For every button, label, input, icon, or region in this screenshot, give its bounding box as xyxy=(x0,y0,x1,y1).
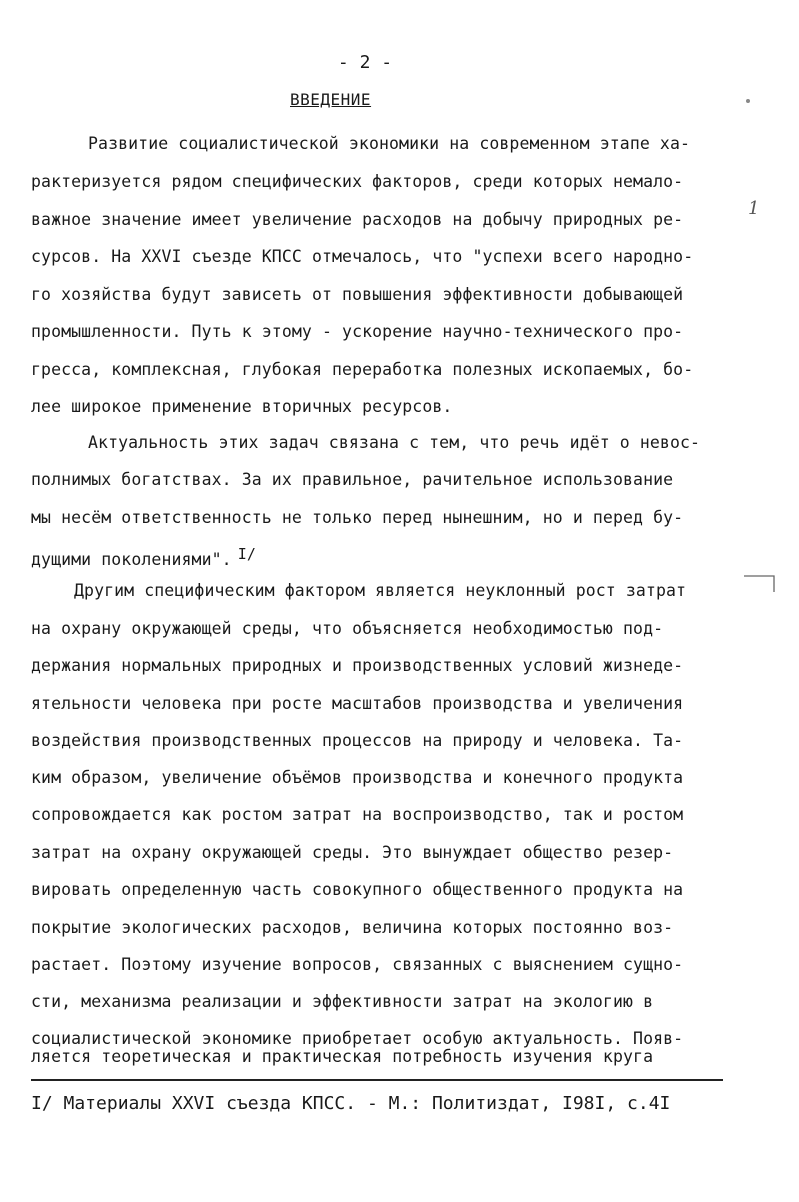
text-line: го хозяйства будут зависеть от повышения эффективности добывающей xyxy=(31,285,684,304)
text-line-content: дущими поколениями". xyxy=(31,550,232,569)
footnote-reference: I/ xyxy=(237,545,256,563)
text-line: сурсов. На XXVI съезде КПСС отмечалось, что "успехи всего народно- xyxy=(31,247,694,266)
section-heading: ВВЕДЕНИЕ xyxy=(290,90,372,109)
text-line: ляется теоретическая и практическая потребность изучения круга xyxy=(31,1047,654,1066)
text-line: лее широкое применение вторичных ресурсов. xyxy=(31,397,453,416)
text-line: на охрану окружающей среды, что объясняется необходимостью под- xyxy=(31,619,664,638)
text-line: сопровождается как ростом затрат на воспроизводство, так и ростом xyxy=(31,805,684,824)
text-line: покрытие экологических расходов, величина которых постоянно воз- xyxy=(31,918,674,937)
text-line: гресса, комплексная, глубокая переработка полезных ископаемых, бо- xyxy=(31,360,694,379)
bracket-mark-icon xyxy=(740,570,780,596)
text-line: Другим специфическим фактором является неуклонный рост затрат xyxy=(74,581,687,600)
text-line: важное значение имеет увеличение расходов на добычу природных ре- xyxy=(31,210,684,229)
text-line: социалистической экономике приобретает особую актуальность. Появ- xyxy=(31,1029,684,1048)
text-line: затрат на охрану окружающей среды. Это вынуждает общество резер- xyxy=(31,843,674,862)
text-line: промышленности. Путь к этому - ускорение научно-технического про- xyxy=(31,322,684,341)
margin-mark: 1 xyxy=(748,198,760,219)
text-line: держания нормальных природных и производственных условий жизнеде- xyxy=(31,656,684,675)
text-line: мы несём ответственность не только перед нынешним, но и перед бу- xyxy=(31,508,684,527)
text-line: рактеризуется рядом специфических факторов, среди которых немало- xyxy=(31,172,684,191)
speck-mark-icon xyxy=(742,95,754,107)
text-line: вировать определенную часть совокупного общественного продукта на xyxy=(31,880,684,899)
text-line: ким образом, увеличение объёмов производства и конечного продукта xyxy=(31,768,684,787)
text-line xyxy=(31,545,256,569)
text-line: Развитие социалистической экономики на современном этапе ха- xyxy=(88,134,691,153)
text-line: Актуальность этих задач связана с тем, что речь идёт о невос- xyxy=(88,433,701,452)
footnote-text: I/ Материалы XXVI съезда КПСС. - М.: Политиздат, I98I, с.4I xyxy=(31,1093,671,1114)
text-line: ятельности человека при росте масштабов производства и увеличения xyxy=(31,694,684,713)
footnote-divider xyxy=(31,1079,723,1081)
text-line: сти, механизма реализации и эффективности затрат на экологию в xyxy=(31,992,654,1011)
page-number: - 2 - xyxy=(337,52,393,73)
text-line: воздействия производственных процессов на природу и человека. Та- xyxy=(31,731,684,750)
text-line: растает. Поэтому изучение вопросов, связанных с выяснением сущно- xyxy=(31,955,684,974)
text-line: полнимых богатствах. За их правильное, рачительное использование xyxy=(31,470,674,489)
